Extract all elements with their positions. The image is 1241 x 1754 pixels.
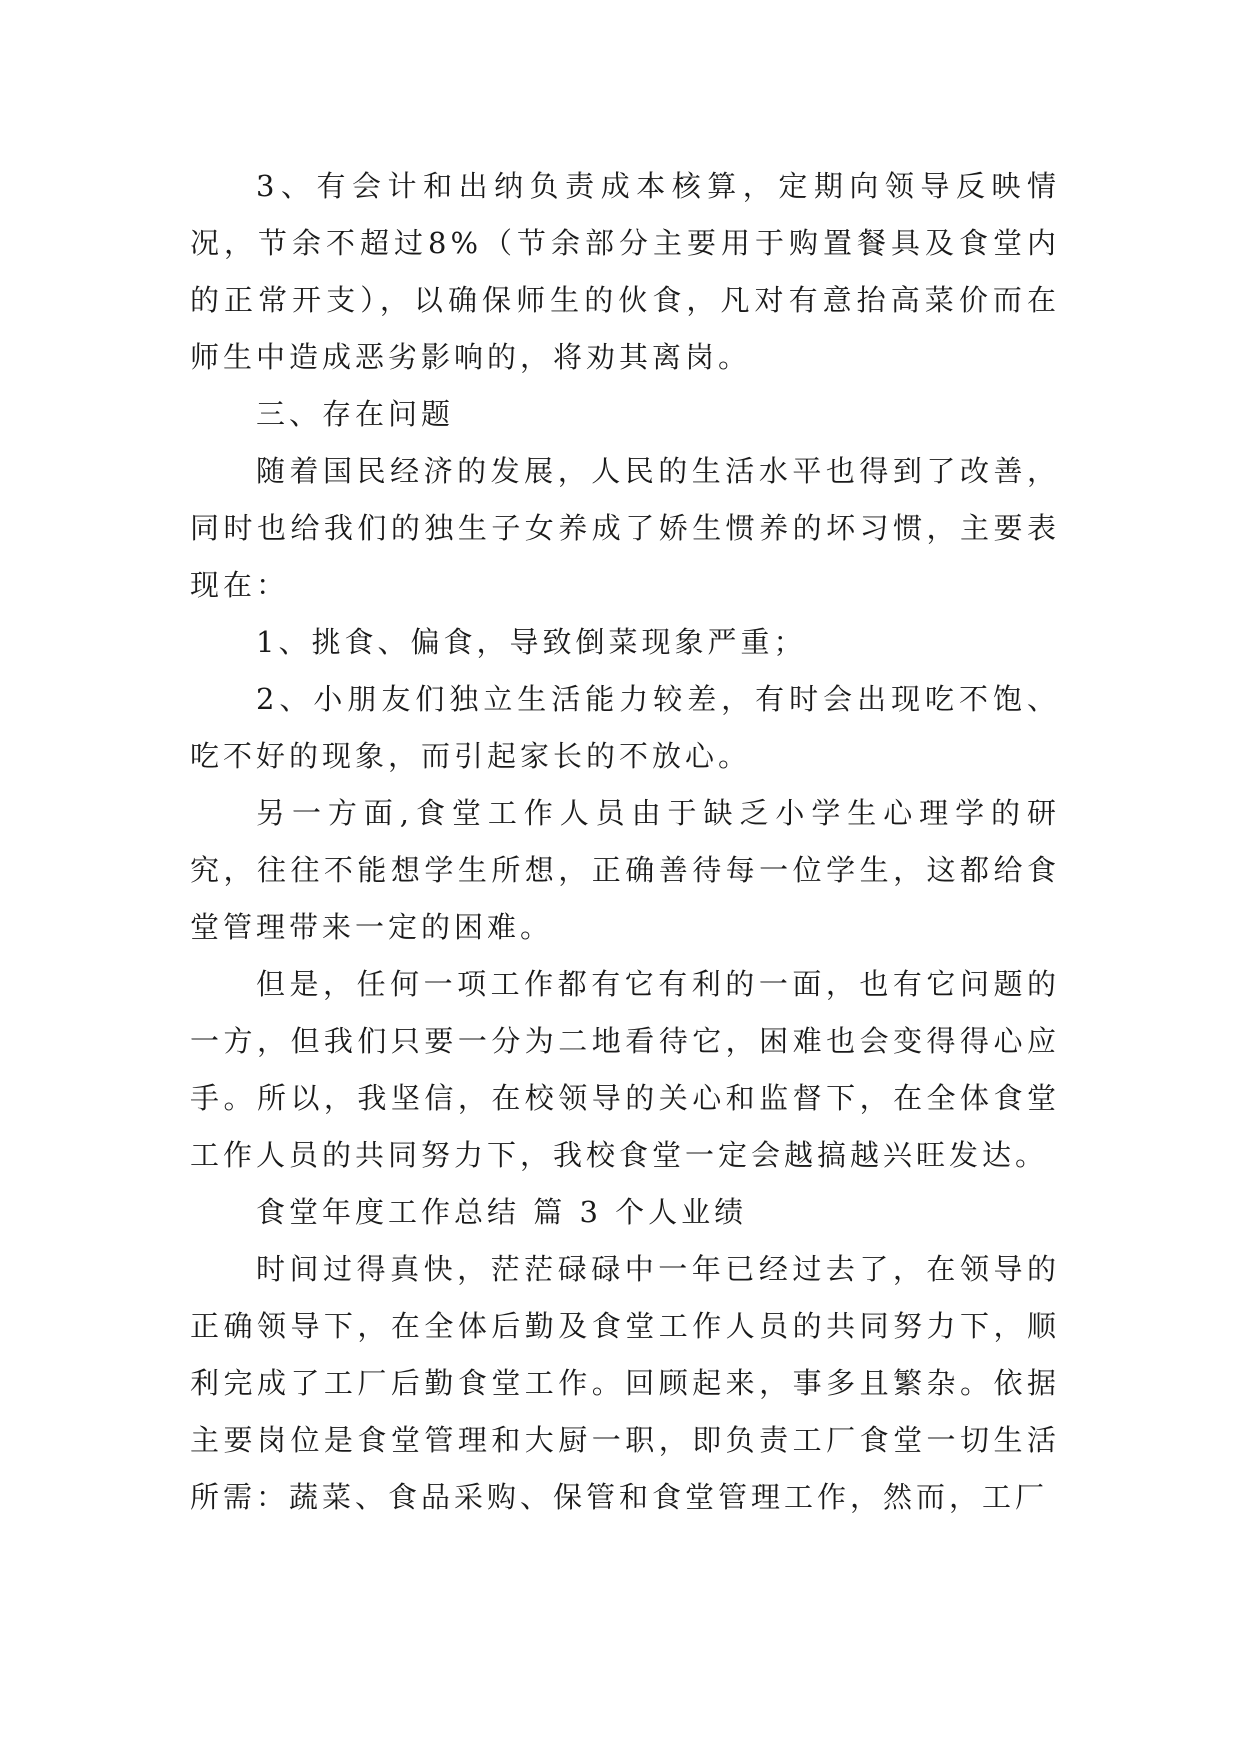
paragraph-accounting: 3、有会计和出纳负责成本核算，定期向领导反映情况，节余不超过8%（节余部分主要用于购置餐具及食堂内的正常开支），以确保师生的伙食，凡对有意抬高菜价而在师生中造成恶劣影响的，将劝其离岗。 — [190, 169, 1060, 374]
heading-part: 篇 3 — [533, 1195, 602, 1229]
list-item-independence: 2、小朋友们独立生活能力较差，有时会出现吃不饱、吃不好的现象，而引起家长的不放心。 — [190, 682, 1060, 773]
section-heading — [190, 1184, 1060, 1241]
section-heading-problems: 三、存在问题 — [256, 397, 455, 431]
paragraph-personal-performance: 时间过得真快，茫茫碌碌中一年已经过去了，在领导的正确领导下，在全体后勤及食堂工作人员的共同努力下，顺利完成了工厂后勤食堂工作。回顾起来，事多且繁杂。依据主要岗位是食堂管理和大厨一职，即负责工厂食堂一切生活所需：蔬菜、食品采购、保管和食堂管理工作，然而，工厂 — [190, 1252, 1060, 1514]
heading-title: 食堂年度工作总结 — [256, 1195, 521, 1229]
heading-subtitle: 个人业绩 — [615, 1195, 748, 1229]
list-item-picky-eating: 1、挑食、偏食，导致倒菜现象严重； — [256, 625, 807, 659]
paragraph-living-standard: 随着国民经济的发展，人民的生活水平也得到了改善，同时也给我们的独生子女养成了娇生惯养的坏习惯，主要表现在： — [190, 454, 1060, 602]
document-body — [190, 158, 1060, 1526]
paragraph-staff-psychology: 另一方面,食堂工作人员由于缺乏小学生心理学的研究，往往不能想学生所想，正确善待每一位学生，这都给食堂管理带来一定的困难。 — [190, 796, 1060, 944]
paragraph-conclusion: 但是，任何一项工作都有它有利的一面，也有它问题的一方，但我们只要一分为二地看待它，困难也会变得得心应手。所以，我坚信，在校领导的关心和监督下，在全体食堂工作人员的共同努力下，我校食堂一定会越搞越兴旺发达。 — [190, 967, 1060, 1172]
